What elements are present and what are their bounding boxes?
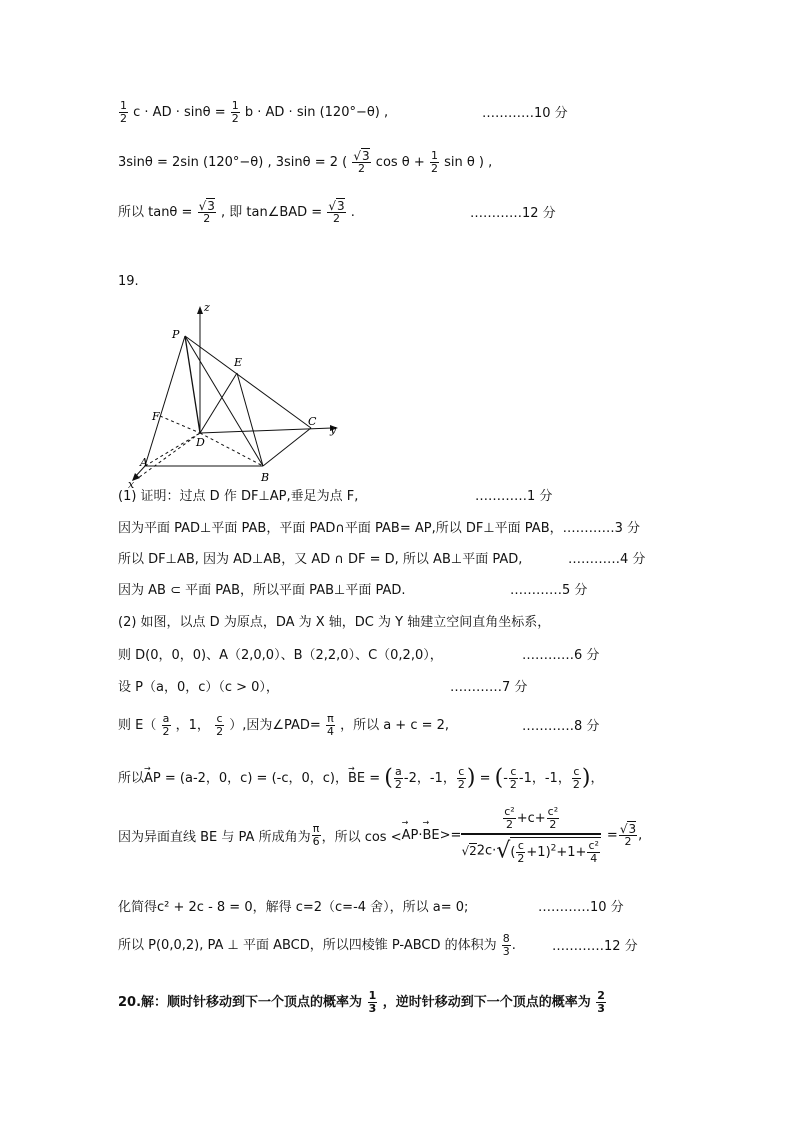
label-z: z xyxy=(204,301,210,314)
fraction-a-over-2: $\frac{a}{2}$ xyxy=(394,765,402,791)
proof-line-5: (2) 如图，以点 D 为原点，DA 为 X 轴，DC 为 Y 轴建立空间直角坐标系， xyxy=(118,615,551,630)
fraction-half: $\frac{1}{2}$ xyxy=(430,149,438,175)
equation-text: b · AD · sin (120°−θ) , xyxy=(244,105,389,120)
equation-text: >= xyxy=(439,828,462,843)
z-axis-arrow xyxy=(197,306,203,314)
score-mark: …………1 分 xyxy=(475,489,553,504)
label-A: A xyxy=(140,456,148,469)
fraction-sqrt3-over-2: $\frac{√3}{2}$ xyxy=(328,199,345,225)
paren-open: ( xyxy=(494,765,504,791)
fraction-c-over-2: $\frac{c}{2}$ xyxy=(509,765,517,791)
paren-open: ( xyxy=(384,765,393,791)
label-x: x xyxy=(128,478,135,490)
segment-EB xyxy=(237,373,263,466)
equation-line-1 xyxy=(118,100,388,125)
equation-text: 所以 tanθ = xyxy=(118,205,193,220)
fraction-half: $\frac{1}{2}$ xyxy=(231,99,239,125)
proof-line-9: 所以→ AP = (a-2，0，c) = (-c，0，c)，→ BE = ( $\frac{a}{2}$ -2，-1， $\frac{c}{2}$ ) = (- $\frac{c}{2}$ -1，-1， $\frac{c}{2}$ )， xyxy=(118,766,603,791)
equation-text: +1+ xyxy=(556,845,587,860)
score-mark: …………5 分 xyxy=(510,583,588,598)
question-number: 19. xyxy=(118,274,139,289)
fraction-1-over-3: $\frac{1}{3}$ xyxy=(368,989,377,1015)
fraction-c2-over-2: $\frac{\text{c²}}{2}$ xyxy=(504,805,515,831)
label-y: y xyxy=(330,423,337,436)
equation-text: = xyxy=(479,771,491,786)
label-D: D xyxy=(196,436,205,449)
fraction-c-over-2: $\frac{c}{2}$ xyxy=(457,765,465,791)
label-B: B xyxy=(261,471,270,484)
label-F: F xyxy=(152,410,160,423)
equation-text: 20.解：顺时针移动到下一个顶点的概率为 xyxy=(118,995,363,1010)
fraction-c-over-2: $\frac{c}{2}$ xyxy=(572,765,580,791)
equation-line-3 xyxy=(118,200,355,225)
equation-line-2 xyxy=(118,150,492,175)
edge-BC xyxy=(263,428,311,466)
fraction-sqrt3-over-2: $\frac{√3}{2}$ xyxy=(353,149,370,175)
proof-line-4: 因为 AB ⊂ 平面 PAB，所以平面 PAB⊥平面 PAD. xyxy=(118,583,406,598)
equation-text: 所以 xyxy=(118,771,145,786)
equation-text: . xyxy=(350,205,355,220)
equation-text: c · AD · sinθ = xyxy=(133,105,226,120)
equation-text: , 即 tan∠BAD = xyxy=(221,205,323,220)
fraction-sqrt3-over-2: $\frac{√3}{2}$ xyxy=(198,199,215,225)
vector-BE: → BE xyxy=(423,828,440,843)
equation-text: = (a-2，0，c) = (-c，0，c)， xyxy=(164,771,348,786)
score-mark: …………12 分 xyxy=(470,206,556,221)
equation-text: ， xyxy=(590,771,604,786)
segment-FD xyxy=(160,416,200,433)
equation-text: +c+ xyxy=(516,811,546,826)
equation-text: ，所以 a + c = 2, xyxy=(340,718,450,733)
label-P: P xyxy=(172,328,180,341)
question-20-line xyxy=(118,990,607,1015)
exponent: 2 xyxy=(550,843,557,854)
equation-text: 因为异面直线 BE 与 PA 所成角为 xyxy=(118,830,311,845)
equation-text: . xyxy=(511,938,516,953)
equation-text: ，所以 cos < xyxy=(321,830,402,845)
proof-line-6: 则 D(0，0，0)、A（2,0,0）、B（2,2,0）、C（0,2,0）， xyxy=(118,648,443,663)
proof-line-2: 因为平面 PAD⊥平面 PAB，平面 PAD∩平面 PAB= AP,所以 DF⊥平面 PAB，…………3 分 xyxy=(118,521,641,536)
proof-line-3: 所以 DF⊥AB, 因为 AD⊥AB，又 AD ∩ DF = D, 所以 AB⊥平面 PAD, xyxy=(118,552,523,567)
equation-text: ）,因为∠PAD= xyxy=(229,718,321,733)
proof-line-11: 化简得c² + 2c - 8 = 0，解得 c=2（c=-4 舍），所以 a= 0; xyxy=(118,900,469,915)
fraction-c2-over-4: $\frac{\text{c²}}{4}$ xyxy=(588,839,599,865)
fraction-c-over-2: $\frac{c}{2}$ xyxy=(517,839,525,865)
equation-text: , xyxy=(638,828,643,843)
score-mark: …………7 分 xyxy=(450,680,528,695)
equation-text: = xyxy=(606,828,618,843)
fraction-a-over-2: $\frac{a}{2}$ xyxy=(162,712,170,738)
vector-AP: → AP xyxy=(402,828,419,843)
label-C: C xyxy=(308,415,317,428)
edge-PD xyxy=(185,336,200,433)
equation-text: 3sinθ = 2sin (120°−θ) , 3sinθ = 2 ( xyxy=(118,155,348,170)
score-mark: …………12 分 xyxy=(552,939,638,954)
fraction-pi-over-6: $\frac{\pi}{6}$ xyxy=(312,822,320,848)
equation-text: = xyxy=(369,771,381,786)
vector-BE: → BE xyxy=(348,769,365,789)
fraction-pi-over-4: $\frac{\pi}{4}$ xyxy=(326,712,334,738)
equation-text: sin θ ) , xyxy=(444,155,493,170)
equation-text: ( xyxy=(510,845,516,860)
proof-line-1: (1) 证明：过点 D 作 DF⊥AP,垂足为点 F, xyxy=(118,489,359,504)
score-mark: …………10 分 xyxy=(538,900,624,915)
cosine-fraction: $\frac{\text{c²}}{2}$ +c+ $\frac{\text{c²}}{2}$ √22c·√( $\frac{c}{2}$ +1)$^2$+1+ $\frac{\text{c²}}{4}$ xyxy=(461,805,599,865)
y-axis xyxy=(200,428,332,433)
score-mark: …………8 分 xyxy=(522,719,600,734)
equation-text: -1，-1， xyxy=(518,771,571,786)
edge-PA xyxy=(145,336,185,466)
dot-operator: · xyxy=(418,828,423,843)
equation-text: ，1， xyxy=(175,718,210,733)
paren-close: ) xyxy=(466,765,476,791)
label-E: E xyxy=(234,356,243,369)
segment-ED xyxy=(200,373,237,433)
equation-text: cos θ + xyxy=(375,155,425,170)
pyramid-figure xyxy=(120,298,350,490)
score-mark: …………6 分 xyxy=(522,648,600,663)
score-mark: …………4 分 xyxy=(568,552,646,567)
equation-text: +1) xyxy=(526,845,551,860)
proof-line-10 xyxy=(118,806,642,865)
equation-text: 则 E（ xyxy=(118,718,157,733)
fraction-c2-over-2: $\frac{\text{c²}}{2}$ xyxy=(547,805,559,831)
fraction-c-over-2: $\frac{c}{2}$ xyxy=(216,712,224,738)
fraction-sqrt3-over-2: $\frac{√3}{2}$ xyxy=(619,822,637,848)
proof-line-7: 设 P（a，0，c）（c > 0）， xyxy=(118,680,279,695)
fraction-half: $\frac{1}{2}$ xyxy=(120,99,127,125)
score-mark: …………10 分 xyxy=(482,106,568,121)
equation-text: ，逆时针移动到下一个顶点的概率为 xyxy=(382,995,591,1010)
fraction-2-over-3: $\frac{2}{3}$ xyxy=(597,989,605,1015)
equation-text: 2c· xyxy=(476,843,497,859)
vector-AP: → AP xyxy=(144,769,161,789)
equation-text: -2，-1， xyxy=(403,771,456,786)
proof-line-12 xyxy=(118,933,516,958)
paren-close: ) xyxy=(581,765,591,791)
fraction-8-over-3: $\frac{8}{3}$ xyxy=(502,932,510,958)
radical-sign: √ xyxy=(496,838,511,864)
proof-line-8 xyxy=(118,713,449,738)
equation-text: 所以 P(0,0,2), PA ⊥ 平面 ABCD，所以四棱锥 P-ABCD 的体积为 xyxy=(118,938,497,953)
